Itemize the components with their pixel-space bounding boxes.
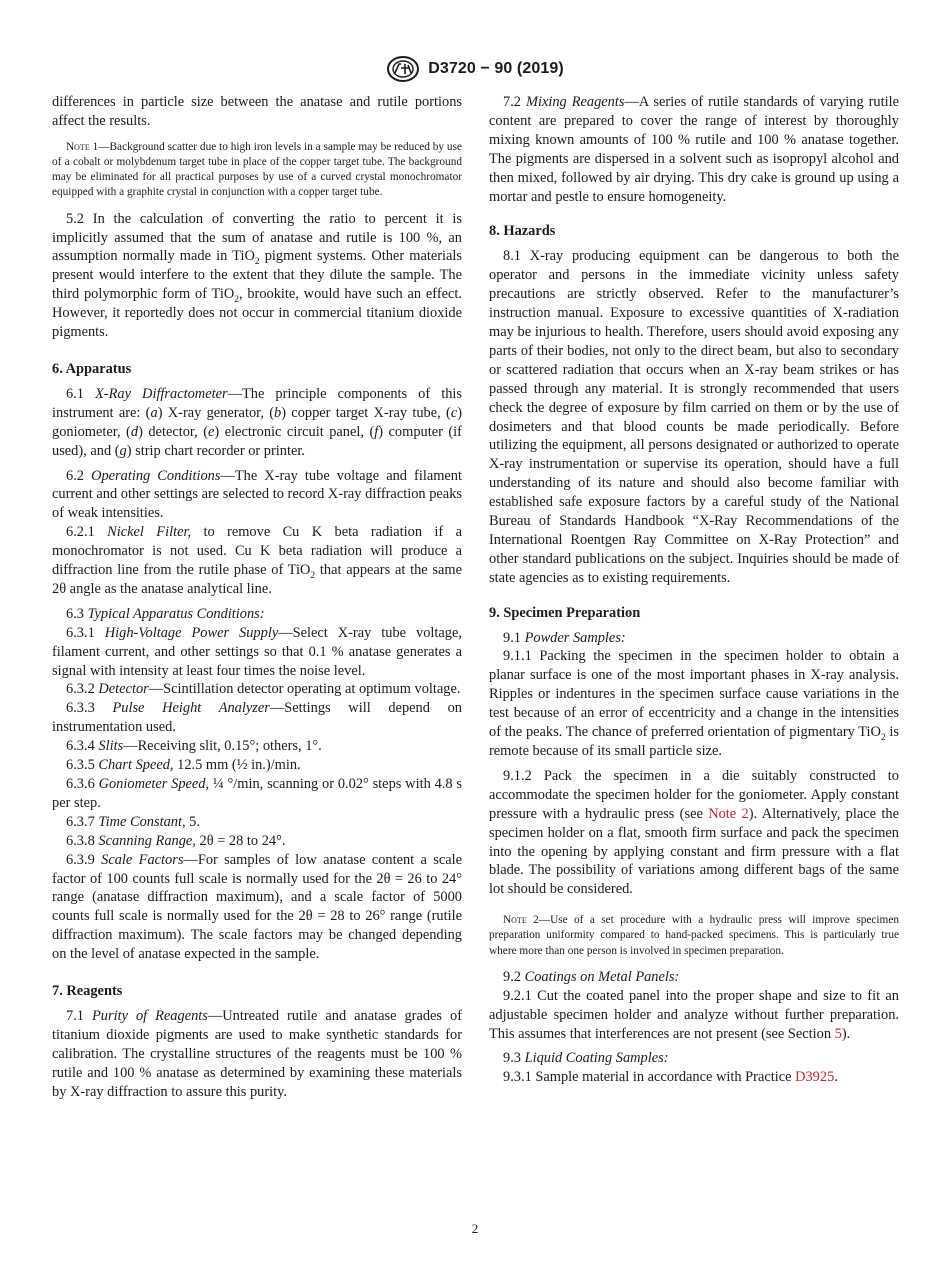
note-1: [52, 140, 462, 201]
text-run: 6.2: [66, 467, 92, 484]
text-run: —A series of rutile standards of varying rutile content are prepared to cover the range of interest by thoroughly mixing known amounts of 100 % rutile and 100 % anatase together. The pigments are dispersed in a solvent such as isopropyl alcohol and then mixed, followed by air drying. This dry cake is ground up using a mortar and pestle to ensure homogeneity.: [489, 94, 900, 205]
subscript: 2: [310, 570, 316, 581]
text-run: 6.3.1: [66, 624, 105, 641]
paragraph-6-3: [52, 605, 462, 624]
subscript: 2: [880, 732, 886, 743]
text-run: 6.3.5: [66, 757, 99, 774]
text-run: ) copper target X-ray tube, (: [281, 404, 451, 421]
paragraph-title: Slits: [98, 738, 124, 755]
text-run: 6.3.3: [66, 700, 113, 717]
subscript: 2: [254, 257, 260, 268]
paragraph-9-3: [489, 1049, 899, 1068]
text-run: to remove Cu K beta radiation if a monochromator is not used. Cu K beta radiation will produce a diffraction line from the rutile phase of TiO: [52, 524, 462, 579]
paragraph-title: Liquid Coating Samples:: [524, 1050, 669, 1067]
paragraph-6-3-4: [52, 737, 462, 756]
paragraph-title: Scanning Range,: [98, 832, 196, 849]
paragraph-6-3-5: [52, 756, 462, 775]
text-run: 6.2.1: [66, 524, 108, 541]
paragraph-6-2-1: [52, 523, 462, 599]
paragraph-6-3-1: [52, 624, 462, 681]
text-run: —The X-ray tube voltage and filament current and other settings are selected to record X-ray diffraction peaks of weak intensities.: [52, 467, 462, 522]
paragraph-title: X-Ray Diffractometer: [95, 385, 228, 402]
right-column: [489, 93, 899, 1087]
paragraph-6-3-8: [52, 832, 462, 851]
paragraph-6-3-7: [52, 813, 462, 832]
paragraph-title: Purity of Reagents: [91, 1007, 208, 1024]
text-run: 2θ = 28 to 24°.: [195, 832, 286, 849]
text-run: 7.2: [503, 94, 526, 110]
text-run: ).: [841, 1025, 851, 1042]
paragraph-9-2: [489, 968, 899, 987]
paragraph-title: Nickel Filter,: [107, 524, 192, 541]
paragraph-intro: differences in particle size between the anatase and rutile portions affect the results.: [52, 94, 462, 129]
text-run: —Scintillation detector operating at optimum voltage.: [148, 681, 461, 698]
text-run: .: [834, 1069, 838, 1086]
text-run: 6.3.8: [66, 832, 99, 849]
text-run: —Receiving slit, 0.15°; others, 1°.: [123, 738, 322, 755]
note-2: [489, 913, 899, 959]
paragraph-title: Pulse Height Analyzer: [112, 700, 270, 717]
paragraph-title: Detector: [98, 681, 149, 698]
text-run: 9.1.2 Pack the specimen in a die suitably constructed to accommodate the specimen holder for the goniometer. Apply constant pressure with a hydraulic press (see: [489, 767, 899, 822]
text-run: 9.3.1 Sample material in accordance with Practice: [503, 1069, 796, 1086]
text-run: 6.1: [66, 385, 96, 402]
text-run: —For samples of low anatase content a scale factor of 100 counts full scale is normally used for the 2θ = 26 to 24° range (anatase diffraction maximum), and a scale factor of 5000 counts full scale is normally used for the 2θ = 28 to 26° range (rutile diffraction maximum). The scale factors may be changed depending on the level of anatase expected in the sample.: [52, 851, 462, 963]
list-letter: g: [119, 442, 127, 459]
text-run: ). Alternatively, place the specimen holder on a flat, smooth firm surface and pack the specimen into the opening by applying constant and firm pressure with a flat blade. The possibility of variations among different bags of the same lot should be considered.: [489, 805, 899, 898]
paragraph-6-3-6: [52, 775, 462, 813]
text-run: —Select X-ray tube voltage, filament current, and other settings so that 0.1 % anatase generates a signal with intensity at least four times the noise level.: [52, 624, 462, 679]
text-run: 6.3.6: [66, 776, 99, 792]
paragraph-6-3-3: [52, 699, 462, 737]
list-letter: d: [130, 423, 139, 440]
subscript: 2: [234, 295, 239, 306]
paragraph-6-3-2: [52, 680, 462, 699]
paragraph-title: Mixing Reagents: [525, 94, 625, 110]
text-run: 6.3.4: [66, 738, 99, 755]
section-heading-hazards: 8. Hazards: [489, 223, 556, 240]
text-run: 9.2: [503, 968, 525, 985]
text-run: 6.3.7: [66, 813, 99, 830]
text-run: 6.3.2: [66, 681, 99, 698]
section-5-link[interactable]: 5: [834, 1025, 842, 1042]
text-run: ) detector, (: [138, 423, 209, 440]
paragraph-5-2: [52, 210, 462, 342]
paragraph-title: High-Voltage Power Supply: [104, 624, 279, 641]
section-heading-apparatus: 6. Apparatus: [52, 360, 132, 377]
note-2-link[interactable]: Note 2: [708, 805, 749, 822]
text-run: ) electronic circuit panel, (: [214, 423, 375, 440]
text-run: 5.: [185, 813, 200, 830]
paragraph-9-2-1: [489, 987, 899, 1044]
paragraph-title: Powder Samples:: [524, 629, 626, 646]
text-run: ) goniometer, (: [52, 404, 462, 440]
section-heading-reagents: 7. Reagents: [52, 983, 123, 1000]
astm-logo-icon: [386, 56, 420, 82]
text-run: that appears at the same 2θ angle as the anatase analytical line.: [52, 562, 462, 597]
text-run: 12.5 mm (½ in.)/min.: [173, 757, 301, 774]
paragraph-7-2: [489, 93, 899, 206]
paragraph-7-1: [52, 1007, 462, 1102]
paragraph-8-1: 8.1 X-ray producing equipment can be dangerous to both the operator and persons in the immediate vicinity unless safety precautions are strictly observed. Refer to the manufacturer’s instruction manual. Exposure to excessive quantities of X-radiation may be injurious to health. Therefore, users should avoid exposing any parts of their bodies, not only to the direct beam, but also to secondary or scattered radiation that occurs when an X-ray beam strikes or has passed through any material. It is strongly recommended that users check the degree of exposure by film carried on them or by the use of dosimeters and that blood counts be made periodically. Before utilizing the equipment, all persons designated or authorized to operate X-ray instrumentation or supervise its operation, should have a full understanding of its nature and should also become familiar with established safe exposure factors by a careful study of the National Bureau of Standards Handbook “X-Ray Recommendations of the International Roentgen Ray Committee on X-Ray Protection” and other standard publications on the subject. Inquiries should be made of state agencies as to existing requirements.: [489, 248, 899, 586]
text-run: —Untreated rutile and anatase grades of titanium dioxide pigments are used to make synthetic standards for calibration. The crystalline structures of the reagents must be 100 % rutile and 100 % anatase as determined by examining these materials by X-ray diffraction to assure this purity.: [52, 1007, 463, 1100]
text-run: 6.3: [66, 605, 88, 622]
text-run: —The principle components of this instrument are: (: [52, 385, 462, 421]
paragraph-title: Goniometer Speed,: [98, 776, 210, 792]
page-header: [0, 56, 950, 82]
paragraph-6-1: [52, 385, 462, 461]
text-run: 5.2 In the calculation of converting the ratio to percent it is implicitly assumed that the sum of anatase and rutile is 100 %, an assumption normally made in TiO: [52, 210, 462, 265]
list-letter: f: [374, 423, 379, 440]
list-letter: b: [274, 404, 282, 421]
paragraph-title: Chart Speed,: [98, 757, 174, 774]
paragraph-9-1-1: [489, 647, 899, 760]
section-heading-specimen-preparation: 9. Specimen Preparation: [489, 604, 641, 621]
paragraph-9-3-1: [489, 1068, 899, 1087]
text-run: —Settings will depend on instrumentation used.: [52, 700, 462, 736]
text-run: ) strip chart recorder or printer.: [126, 442, 305, 459]
text-run: 9.1: [503, 629, 525, 646]
text-run: ¼ °/min, scanning or 0.02° steps with 4.8 s per step.: [52, 776, 462, 811]
paragraph-6-2: [52, 467, 462, 524]
list-letter: c: [450, 404, 458, 421]
document-designation: D3720 − 90 (2019): [428, 60, 564, 77]
note-label: Note 2: [503, 914, 539, 927]
text-run: is remote because of its small particle size.: [489, 724, 899, 759]
paragraph-title: Operating Conditions: [91, 467, 221, 484]
text-run: pigment systems. Other materials present would interfere to the extent that they dilute the sample. The third polymorphic form of TiO: [52, 248, 462, 303]
paragraph-title: Time Constant,: [98, 813, 186, 830]
text-run: 7.1: [66, 1007, 92, 1024]
note-label: Note 1: [66, 140, 99, 153]
text-run: 6.3.9: [66, 851, 102, 868]
paragraph-title: Coatings on Metal Panels:: [524, 968, 680, 985]
paragraph-title: Typical Apparatus Conditions:: [87, 605, 265, 622]
paragraph-title: Scale Factors: [101, 851, 184, 868]
list-letter: e: [208, 423, 215, 440]
note-text: —Background scatter due to high iron levels in a sample may be reduced by use of a cobalt or molybdenum target tube in place of the copper target tube. The background may be eliminated for all practical purposes by use of a curved crystal monochromator equipped with a graphite crystal in conjunction with a copper target tube.: [52, 140, 462, 199]
text-run: 9.2.1 Cut the coated panel into the proper shape and size to fit an adjustable specimen holder and analyze without further preparation. This assumes that interferences are not present (see Section: [489, 987, 899, 1042]
list-letter: a: [150, 404, 158, 421]
left-column: [52, 93, 462, 1102]
note-text: —Use of a set procedure with a hydraulic press will improve specimen preparation uniformity compared to hand-packed specimens. This is particularly true where more than one person is involved in specimen preparation.: [489, 914, 899, 957]
text-run: 9.1.1 Packing the specimen in the specimen holder to obtain a planar surface is one of the most important phases in X-ray analysis. Ripples or indentures in the specimen surface cause variations in the test because of an error of eccentricity and a change in the intensities of the peaks. The chance of preferred orientation of pigmentary TiO: [489, 648, 899, 741]
paragraph-9-1: [489, 629, 899, 648]
practice-d3925-link[interactable]: D3925: [795, 1069, 835, 1086]
paragraph-9-1-2: [489, 767, 899, 899]
page-number: 2: [471, 1221, 479, 1236]
text-run: ) computer (if used), and (: [52, 423, 462, 459]
text-run: , brookite, would have such an effect. However, it reportedly does not occur in commercial titanium dioxide pigments.: [52, 286, 462, 341]
paragraph-6-3-9: [52, 851, 462, 964]
text-run: 9.3: [503, 1050, 525, 1067]
text-run: ) X-ray generator, (: [157, 404, 275, 421]
